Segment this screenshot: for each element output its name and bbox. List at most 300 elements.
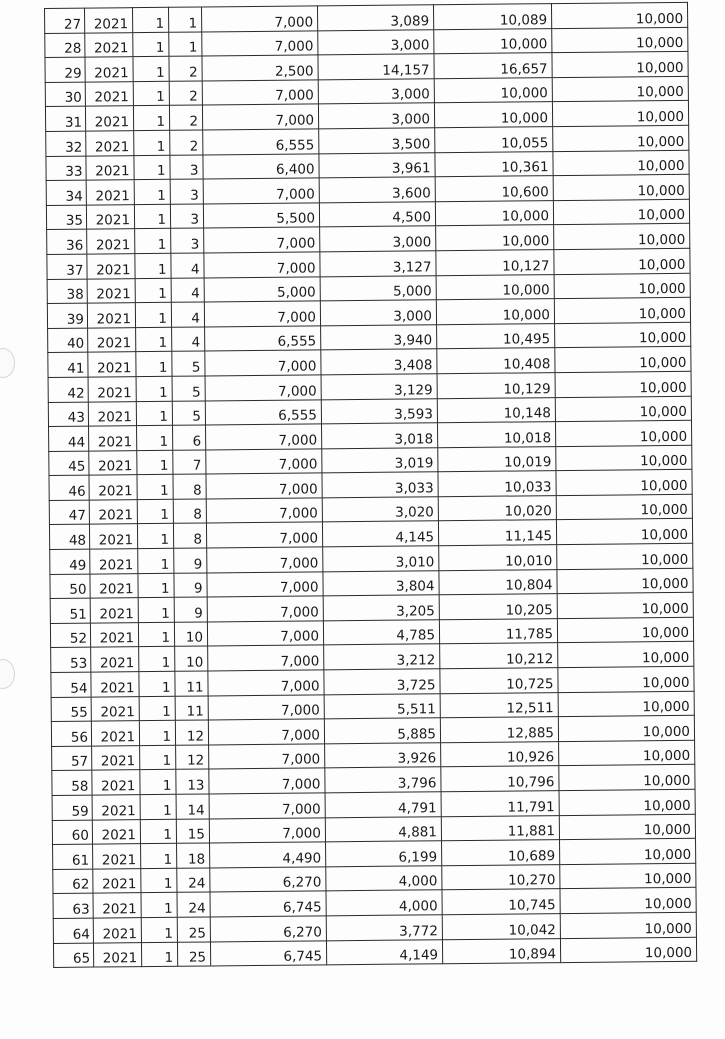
amount-a-cell: 7,000: [208, 670, 324, 696]
day-cell: 15: [176, 819, 209, 844]
punch-hole: [0, 659, 15, 689]
year-cell: 2021: [93, 942, 141, 967]
day-cell: 9: [174, 548, 207, 573]
limit-cell: 10,000: [555, 396, 691, 422]
day-cell: 13: [176, 769, 209, 794]
total-cell: 10,796: [441, 766, 559, 792]
limit-cell: 10,000: [560, 888, 696, 914]
total-cell: 10,089: [433, 4, 551, 30]
amount-b-cell: 3,000: [320, 300, 436, 326]
month-cell: 1: [136, 376, 172, 401]
amount-a-cell: 7,000: [203, 178, 319, 204]
month-cell: 1: [138, 598, 174, 623]
day-cell: 5: [172, 351, 205, 376]
limit-cell: 10,000: [552, 27, 688, 53]
limit-cell: 10,000: [553, 125, 689, 151]
row-number-cell: 53: [51, 648, 91, 673]
amount-a-cell: 6,555: [203, 129, 319, 155]
total-cell: 10,019: [438, 446, 556, 472]
total-cell: 10,000: [435, 200, 553, 226]
amount-a-cell: 7,000: [204, 301, 320, 327]
total-cell: 10,148: [437, 397, 555, 423]
month-cell: 1: [133, 106, 169, 131]
total-cell: 12,511: [440, 692, 558, 718]
month-cell: 1: [136, 352, 172, 377]
amount-a-cell: 7,000: [209, 817, 325, 843]
year-cell: 2021: [91, 696, 139, 721]
row-number-cell: 64: [53, 918, 93, 943]
year-cell: 2021: [89, 475, 137, 500]
year-cell: 2021: [91, 721, 139, 746]
year-cell: 2021: [88, 352, 136, 377]
amount-a-cell: 7,000: [207, 572, 323, 598]
amount-a-cell: 7,000: [202, 104, 318, 130]
amount-b-cell: 3,010: [323, 546, 439, 572]
year-cell: 2021: [87, 303, 135, 328]
year-cell: 2021: [89, 524, 137, 549]
month-cell: 1: [134, 130, 170, 155]
day-cell: 12: [175, 720, 208, 745]
year-cell: 2021: [91, 672, 139, 697]
amount-a-cell: 7,000: [209, 793, 325, 819]
row-number-cell: 59: [52, 795, 92, 820]
amount-a-cell: 7,000: [206, 424, 322, 450]
row-number-cell: 48: [49, 525, 89, 550]
row-number-cell: 39: [47, 303, 87, 328]
amount-b-cell: 3,033: [322, 472, 438, 498]
month-cell: 1: [137, 499, 173, 524]
amount-a-cell: 6,555: [205, 326, 321, 352]
amount-a-cell: 7,000: [206, 522, 322, 548]
row-number-cell: 61: [53, 844, 93, 869]
row-number-cell: 63: [53, 893, 93, 918]
year-cell: 2021: [89, 500, 137, 525]
amount-b-cell: 3,212: [324, 644, 440, 670]
limit-cell: 10,000: [559, 765, 695, 791]
year-cell: 2021: [90, 573, 138, 598]
total-cell: 10,000: [436, 225, 554, 251]
month-cell: 1: [138, 548, 174, 573]
amount-a-cell: 6,270: [210, 916, 326, 942]
limit-cell: 10,000: [555, 371, 691, 397]
month-cell: 1: [140, 819, 176, 844]
month-cell: 1: [134, 155, 170, 180]
row-number-cell: 31: [45, 106, 85, 131]
limit-cell: 10,000: [552, 52, 688, 78]
amount-a-cell: 2,500: [202, 55, 318, 81]
amount-a-cell: 7,000: [208, 719, 324, 745]
row-number-cell: 47: [49, 500, 89, 525]
row-number-cell: 32: [46, 131, 86, 156]
amount-b-cell: 3,500: [319, 128, 435, 154]
table-row: [53, 937, 696, 968]
month-cell: 1: [139, 671, 175, 696]
amount-a-cell: 7,000: [208, 645, 324, 671]
amount-a-cell: 7,000: [202, 80, 318, 106]
month-cell: 1: [140, 770, 176, 795]
day-cell: 8: [173, 474, 206, 499]
row-number-cell: 40: [48, 328, 88, 353]
row-number-cell: 27: [45, 8, 85, 33]
month-cell: 1: [141, 868, 177, 893]
year-cell: 2021: [89, 450, 137, 475]
month-cell: 1: [137, 450, 173, 475]
year-cell: 2021: [86, 155, 134, 180]
year-cell: 2021: [86, 204, 134, 229]
month-cell: 1: [135, 278, 171, 303]
day-cell: 10: [174, 622, 207, 647]
amount-b-cell: 3,772: [326, 915, 442, 941]
row-number-cell: 36: [47, 229, 87, 254]
row-number-cell: 34: [46, 180, 86, 205]
year-cell: 2021: [92, 770, 140, 795]
month-cell: 1: [139, 696, 175, 721]
year-cell: 2021: [90, 549, 138, 574]
ledger-table-wrapper: [44, 2, 697, 968]
month-cell: 1: [135, 302, 171, 327]
year-cell: 2021: [92, 745, 140, 770]
year-cell: 2021: [85, 8, 133, 33]
amount-a-cell: 6,400: [203, 153, 319, 179]
year-cell: 2021: [86, 131, 134, 156]
amount-a-cell: 7,000: [204, 227, 320, 253]
row-number-cell: 42: [48, 377, 88, 402]
limit-cell: 10,000: [558, 691, 694, 717]
limit-cell: 10,000: [556, 470, 692, 496]
total-cell: 10,600: [435, 176, 553, 202]
total-cell: 10,725: [440, 668, 558, 694]
limit-cell: 10,000: [553, 199, 689, 225]
year-cell: 2021: [85, 32, 133, 57]
row-number-cell: 43: [48, 402, 88, 427]
year-cell: 2021: [93, 918, 141, 943]
row-number-cell: 49: [50, 549, 90, 574]
day-cell: 9: [174, 597, 207, 622]
amount-a-cell: 5,500: [203, 203, 319, 229]
amount-a-cell: 7,000: [208, 694, 324, 720]
amount-a-cell: 7,000: [207, 621, 323, 647]
row-number-cell: 37: [47, 254, 87, 279]
total-cell: 11,785: [439, 618, 557, 644]
limit-cell: 10,000: [552, 76, 688, 102]
amount-a-cell: 6,745: [210, 891, 326, 917]
year-cell: 2021: [89, 426, 137, 451]
total-cell: 10,205: [439, 594, 557, 620]
year-cell: 2021: [92, 795, 140, 820]
month-cell: 1: [133, 7, 169, 32]
amount-b-cell: 4,145: [322, 521, 438, 547]
amount-b-cell: 3,127: [320, 251, 436, 277]
year-cell: 2021: [85, 106, 133, 131]
total-cell: 12,885: [440, 717, 558, 743]
limit-cell: 10,000: [557, 568, 693, 594]
day-cell: 8: [173, 499, 206, 524]
day-cell: 7: [173, 450, 206, 475]
day-cell: 3: [170, 155, 203, 180]
day-cell: 3: [170, 179, 203, 204]
row-number-cell: 45: [49, 451, 89, 476]
limit-cell: 10,000: [556, 494, 692, 520]
amount-b-cell: 5,000: [320, 275, 436, 301]
day-cell: 9: [174, 573, 207, 598]
month-cell: 1: [138, 622, 174, 647]
row-number-cell: 54: [51, 672, 91, 697]
month-cell: 1: [140, 794, 176, 819]
amount-b-cell: 3,000: [318, 103, 434, 129]
year-cell: 2021: [85, 81, 133, 106]
day-cell: 24: [177, 892, 210, 917]
amount-a-cell: 7,000: [206, 473, 322, 499]
amount-b-cell: 3,600: [319, 177, 435, 203]
total-cell: 10,689: [442, 840, 560, 866]
total-cell: 10,804: [439, 569, 557, 595]
total-cell: 10,000: [434, 77, 552, 103]
amount-a-cell: 6,270: [210, 867, 326, 893]
day-cell: 18: [177, 843, 210, 868]
row-number-cell: 35: [46, 205, 86, 230]
amount-b-cell: 4,000: [326, 890, 442, 916]
row-number-cell: 56: [51, 721, 91, 746]
total-cell: 10,033: [438, 471, 556, 497]
limit-cell: 10,000: [556, 445, 692, 471]
amount-b-cell: 3,000: [320, 226, 436, 252]
month-cell: 1: [135, 229, 171, 254]
month-cell: 1: [133, 56, 169, 81]
year-cell: 2021: [93, 868, 141, 893]
amount-b-cell: 3,725: [324, 669, 440, 695]
year-cell: 2021: [90, 622, 138, 647]
year-cell: 2021: [90, 598, 138, 623]
row-number-cell: 44: [49, 426, 89, 451]
total-cell: 10,129: [437, 373, 555, 399]
amount-b-cell: 3,961: [319, 152, 435, 178]
limit-cell: 10,000: [557, 617, 693, 643]
total-cell: 10,894: [442, 938, 560, 964]
month-cell: 1: [136, 401, 172, 426]
day-cell: 10: [175, 646, 208, 671]
year-cell: 2021: [93, 893, 141, 918]
month-cell: 1: [140, 745, 176, 770]
amount-b-cell: 4,500: [319, 202, 435, 228]
day-cell: 2: [170, 130, 203, 155]
amount-b-cell: 3,408: [321, 349, 437, 375]
limit-cell: 10,000: [560, 912, 696, 938]
day-cell: 4: [171, 302, 204, 327]
day-cell: 24: [177, 868, 210, 893]
limit-cell: 10,000: [556, 519, 692, 545]
year-cell: 2021: [87, 229, 135, 254]
month-cell: 1: [141, 893, 177, 918]
day-cell: 2: [169, 56, 202, 81]
total-cell: 10,000: [436, 299, 554, 325]
day-cell: 25: [177, 942, 210, 967]
total-cell: 10,212: [440, 643, 558, 669]
day-cell: 2: [169, 105, 202, 130]
amount-b-cell: 3,804: [323, 570, 439, 596]
year-cell: 2021: [88, 327, 136, 352]
row-number-cell: 58: [52, 770, 92, 795]
amount-a-cell: 7,000: [207, 547, 323, 573]
total-cell: 10,745: [442, 889, 560, 915]
day-cell: 1: [168, 7, 201, 32]
row-number-cell: 38: [47, 279, 87, 304]
amount-b-cell: 3,089: [317, 5, 433, 31]
limit-cell: 10,000: [558, 716, 694, 742]
limit-cell: 10,000: [558, 642, 694, 668]
total-cell: 10,408: [437, 348, 555, 374]
year-cell: 2021: [87, 278, 135, 303]
month-cell: 1: [133, 32, 169, 57]
year-cell: 2021: [88, 401, 136, 426]
year-cell: 2021: [88, 377, 136, 402]
day-cell: 4: [171, 253, 204, 278]
amount-b-cell: 3,940: [321, 324, 437, 350]
limit-cell: 10,000: [554, 273, 690, 299]
day-cell: 11: [175, 671, 208, 696]
row-number-cell: 57: [52, 746, 92, 771]
row-number-cell: 60: [52, 820, 92, 845]
day-cell: 6: [173, 425, 206, 450]
amount-a-cell: 7,000: [204, 252, 320, 278]
amount-a-cell: 6,745: [210, 940, 326, 966]
amount-a-cell: 7,000: [209, 744, 325, 770]
day-cell: 25: [177, 917, 210, 942]
day-cell: 5: [172, 400, 205, 425]
year-cell: 2021: [86, 180, 134, 205]
amount-b-cell: 3,926: [325, 743, 441, 769]
limit-cell: 10,000: [559, 740, 695, 766]
row-number-cell: 41: [48, 352, 88, 377]
amount-b-cell: 4,791: [325, 792, 441, 818]
day-cell: 1: [169, 32, 202, 57]
total-cell: 10,000: [434, 28, 552, 54]
amount-a-cell: 4,490: [210, 842, 326, 868]
limit-cell: 10,000: [554, 248, 690, 274]
limit-cell: 10,000: [554, 297, 690, 323]
month-cell: 1: [138, 573, 174, 598]
amount-a-cell: 7,000: [206, 449, 322, 475]
total-cell: 11,881: [441, 815, 559, 841]
limit-cell: 10,000: [553, 174, 689, 200]
amount-b-cell: 4,785: [323, 620, 439, 646]
month-cell: 1: [139, 647, 175, 672]
day-cell: 11: [175, 696, 208, 721]
total-cell: 10,000: [436, 274, 554, 300]
amount-b-cell: 5,511: [324, 693, 440, 719]
amount-b-cell: 3,129: [321, 374, 437, 400]
day-cell: 4: [172, 327, 205, 352]
day-cell: 4: [171, 278, 204, 303]
row-number-cell: 46: [49, 475, 89, 500]
total-cell: 10,000: [434, 102, 552, 128]
amount-b-cell: 3,000: [318, 79, 434, 105]
month-cell: 1: [135, 253, 171, 278]
amount-b-cell: 5,885: [324, 718, 440, 744]
day-cell: 8: [173, 523, 206, 548]
day-cell: 12: [176, 745, 209, 770]
month-cell: 1: [134, 204, 170, 229]
month-cell: 1: [137, 425, 173, 450]
limit-cell: 10,000: [555, 420, 691, 446]
limit-cell: 10,000: [560, 937, 696, 963]
month-cell: 1: [139, 720, 175, 745]
limit-cell: 10,000: [560, 838, 696, 864]
total-cell: 10,361: [435, 151, 553, 177]
day-cell: 14: [176, 794, 209, 819]
amount-a-cell: 7,000: [205, 350, 321, 376]
month-cell: 1: [134, 179, 170, 204]
total-cell: 10,018: [438, 422, 556, 448]
amount-b-cell: 4,000: [326, 866, 442, 892]
year-cell: 2021: [91, 647, 139, 672]
day-cell: 3: [170, 204, 203, 229]
amount-a-cell: 7,000: [202, 30, 318, 56]
total-cell: 11,145: [438, 520, 556, 546]
limit-cell: 10,000: [558, 666, 694, 692]
total-cell: 10,020: [438, 495, 556, 521]
row-number-cell: 33: [46, 156, 86, 181]
month-cell: 1: [141, 843, 177, 868]
amount-b-cell: 4,881: [325, 816, 441, 842]
amount-b-cell: 3,593: [321, 398, 437, 424]
amount-b-cell: 4,149: [326, 939, 442, 965]
total-cell: 10,127: [436, 250, 554, 276]
year-cell: 2021: [87, 254, 135, 279]
amount-a-cell: 7,000: [206, 498, 322, 524]
total-cell: 16,657: [434, 53, 552, 79]
row-number-cell: 51: [50, 598, 90, 623]
total-cell: 10,042: [442, 914, 560, 940]
month-cell: 1: [137, 524, 173, 549]
month-cell: 1: [141, 917, 177, 942]
amount-b-cell: 6,199: [326, 841, 442, 867]
amount-b-cell: 3,018: [322, 423, 438, 449]
day-cell: 2: [169, 81, 202, 106]
total-cell: 10,010: [439, 545, 557, 571]
ledger-table: [44, 2, 697, 968]
amount-a-cell: 7,000: [201, 6, 317, 32]
row-number-cell: 52: [50, 623, 90, 648]
limit-cell: 10,000: [557, 543, 693, 569]
amount-a-cell: 7,000: [209, 768, 325, 794]
amount-a-cell: 7,000: [205, 375, 321, 401]
month-cell: 1: [136, 327, 172, 352]
month-cell: 1: [133, 81, 169, 106]
row-number-cell: 55: [51, 697, 91, 722]
limit-cell: 10,000: [551, 2, 687, 28]
amount-b-cell: 3,796: [325, 767, 441, 793]
punch-hole: [0, 348, 15, 378]
amount-b-cell: 14,157: [318, 54, 434, 80]
amount-b-cell: 3,205: [323, 595, 439, 621]
total-cell: 11,791: [441, 791, 559, 817]
month-cell: 1: [137, 475, 173, 500]
row-number-cell: 29: [45, 57, 85, 82]
amount-a-cell: 7,000: [207, 596, 323, 622]
total-cell: 10,495: [437, 323, 555, 349]
row-number-cell: 28: [45, 33, 85, 58]
amount-a-cell: 5,000: [204, 276, 320, 302]
year-cell: 2021: [85, 57, 133, 82]
row-number-cell: 65: [53, 943, 93, 968]
limit-cell: 10,000: [559, 814, 695, 840]
limit-cell: 10,000: [553, 150, 689, 176]
total-cell: 10,055: [435, 127, 553, 153]
limit-cell: 10,000: [557, 593, 693, 619]
limit-cell: 10,000: [555, 322, 691, 348]
amount-a-cell: 6,555: [205, 399, 321, 425]
total-cell: 10,926: [441, 741, 559, 767]
